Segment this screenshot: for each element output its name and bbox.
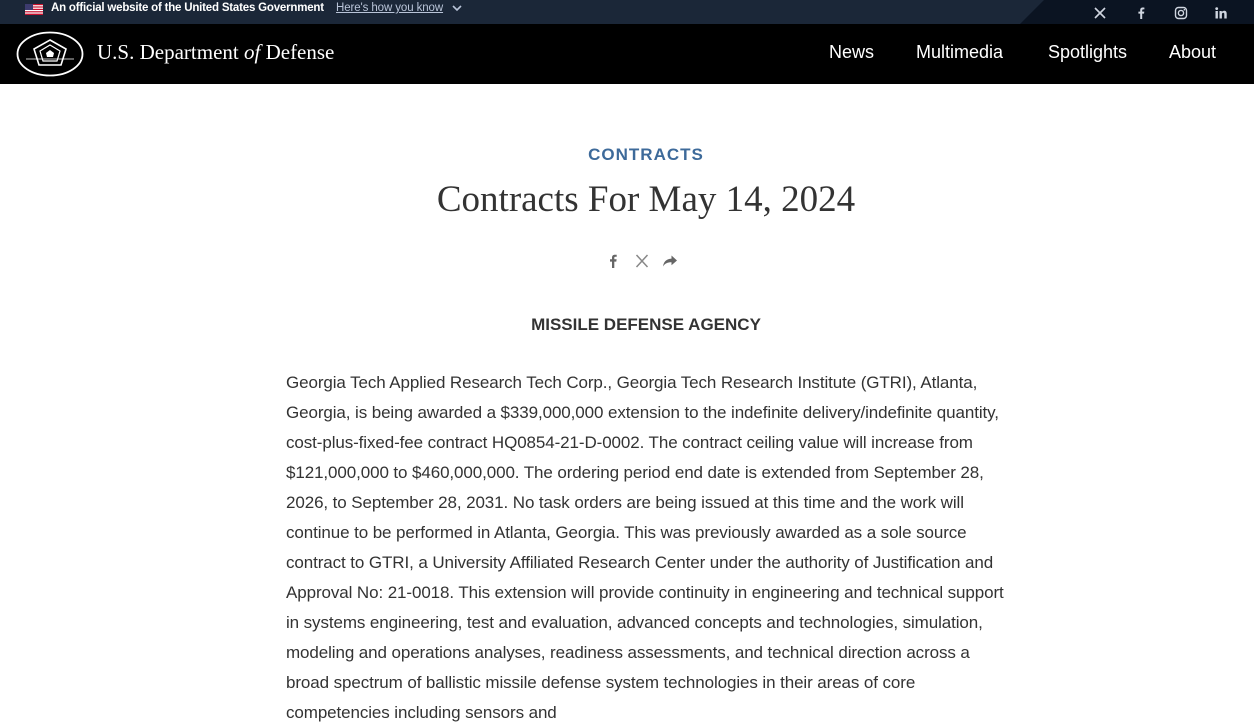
linkedin-icon[interactable]: [1214, 6, 1228, 20]
site-title[interactable]: U.S. Department of Defense: [97, 40, 335, 64]
us-flag-icon: [25, 4, 43, 15]
facebook-icon[interactable]: [604, 252, 622, 270]
x-icon[interactable]: [633, 252, 651, 270]
article-paragraph: Georgia Tech Applied Research Tech Corp., Georgia Tech Research Institute (GTRI), Atlanta, Georgia, is being awarded a $339,000,000 extension to the indefinite delivery/indefinite quantity, cost-plus-fixed-fee contract HQ0854-21-D-0002. The contract ceiling value will increase from $121,000,000 to $460,000,000. The ordering period end date is extended from September 28, 2026, to September 28, 2031. No task orders are being issued at this time and the work will continue to be performed in Atlanta, Georgia. This was previously awarded as a sole source contract to GTRI, a University Affiliated Research Center under the authority of Justification and Approval No: 21-0018. This extension will provide continuity in engineering and technical support in systems engineering, test and evaluation, advanced concepts and technologies, simulation, modeling and operations analyses, readiness assessments, and technical direction across a broad spectrum of ballistic missile defense system technologies in their areas of core competencies including sensors and: [286, 373, 1004, 722]
social-links: [1044, 0, 1254, 24]
how-you-know-link[interactable]: Here's how you know: [336, 2, 444, 14]
official-website-text: An official website of the United States Government: [51, 2, 324, 14]
nav-news[interactable]: News: [829, 42, 875, 62]
nav-spotlights[interactable]: Spotlights: [1048, 42, 1128, 62]
pentagon-logo-icon[interactable]: [16, 31, 84, 77]
share-icon[interactable]: [661, 252, 679, 270]
x-icon[interactable]: [1093, 6, 1107, 20]
share-bar: [604, 252, 684, 272]
article-title: Contracts For May 14, 2024: [436, 179, 856, 220]
nav-multimedia[interactable]: Multimedia: [916, 42, 1004, 62]
instagram-icon[interactable]: [1174, 6, 1188, 20]
chevron-down-icon[interactable]: [451, 3, 463, 13]
article-category[interactable]: CONTRACTS: [588, 145, 704, 164]
agency-heading: MISSILE DEFENSE AGENCY: [531, 315, 761, 334]
facebook-icon[interactable]: [1134, 6, 1148, 20]
nav-about[interactable]: About: [1169, 42, 1217, 62]
site-header: [0, 24, 1254, 84]
